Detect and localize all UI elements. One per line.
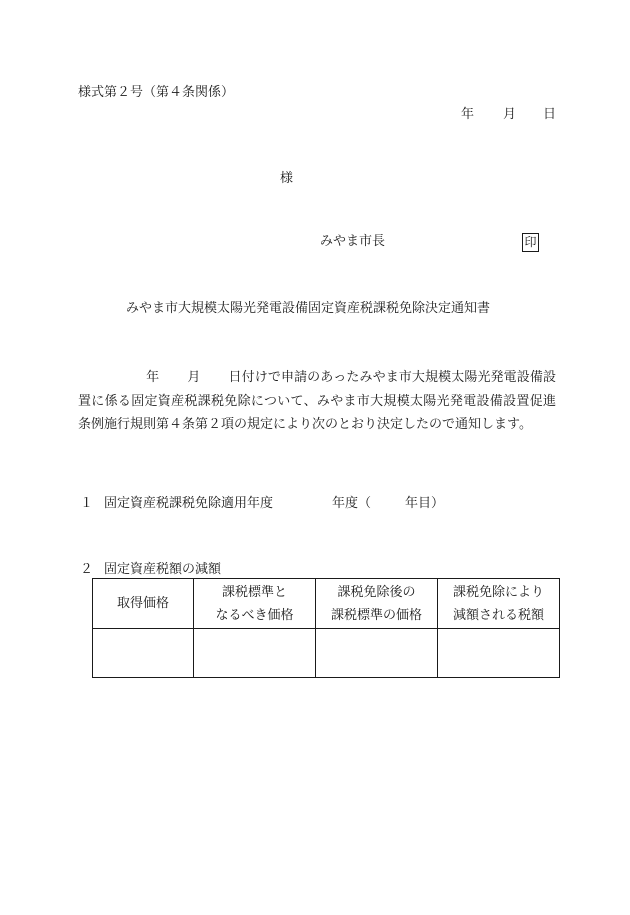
cell-standard-price[interactable] — [194, 629, 316, 678]
table-row — [93, 629, 560, 678]
date-year: 年 — [461, 107, 475, 122]
tax-reduction-table — [92, 578, 560, 678]
item-1 — [80, 497, 444, 510]
item-2-number: ２ — [80, 562, 94, 577]
date-line — [461, 108, 556, 121]
body-year: 年 — [146, 370, 160, 385]
cell-reduced-tax[interactable] — [438, 629, 560, 678]
item-2 — [80, 563, 221, 576]
item-1-fiscal-year: 年度（ — [332, 496, 372, 511]
body-month: 月 — [187, 370, 201, 385]
cell-acquisition-price[interactable] — [93, 629, 194, 678]
header-post-exemption-price: 課税免除後の 課税標準の価格 — [316, 579, 438, 629]
document-title: みやま市大規模太陽光発電設備固定資産税課税免除決定通知書 — [126, 301, 491, 316]
item-1-number: １ — [80, 496, 94, 511]
header-standard-price: 課税標準と なるべき価格 — [194, 579, 316, 629]
date-day: 日 — [543, 107, 557, 122]
item-1-year-count: 年目） — [405, 496, 445, 511]
body-text: 日付けで申請のあったみやま市大規模太陽光発電設備設置に係る固定資産税課税免除について、みやま市大規模太陽光発電設備設置促進条例施行規則第４条第２項の規定により次のとおり決定したので通知します。 — [78, 370, 556, 432]
date-month: 月 — [503, 107, 517, 122]
issuer-name: みやま市長 — [320, 234, 386, 249]
body-paragraph — [78, 366, 556, 437]
header-acquisition-price: 取得価格 — [93, 579, 194, 629]
seal-mark: 印 — [522, 233, 539, 252]
table-header-row — [93, 579, 560, 629]
item-2-label: 固定資産税額の減額 — [104, 562, 222, 577]
item-1-label: 固定資産税課税免除適用年度 — [104, 496, 274, 511]
header-reduced-tax: 課税免除により 減額される税額 — [438, 579, 560, 629]
form-number: 様式第２号（第４条関係） — [78, 85, 235, 100]
cell-post-exemption-price[interactable] — [316, 629, 438, 678]
addressee-suffix: 様 — [280, 171, 294, 186]
